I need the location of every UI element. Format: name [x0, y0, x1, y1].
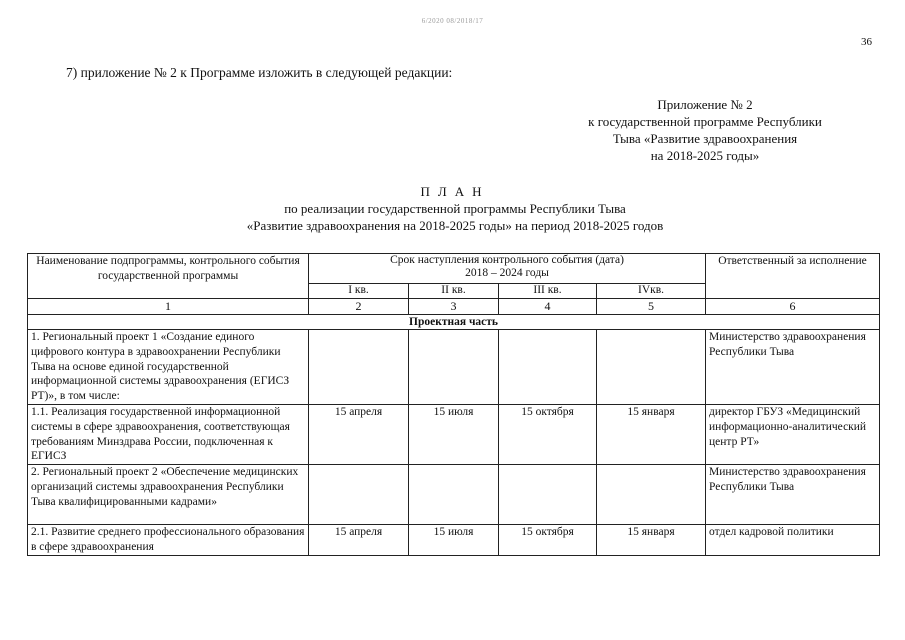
row-q2-cell: 15 июля: [409, 405, 499, 465]
row-q1-cell: [309, 330, 409, 405]
appendix-line: Тыва «Развитие здравоохранения: [612, 131, 798, 146]
row-responsible-cell: директор ГБУЗ «Медицинский информационно-аналитический центр РТ»: [706, 405, 880, 465]
row-name-cell: 2. Региональный проект 2 «Обеспечение медицинских организаций системы здравоохранения Республики Тыва квалифицированными кадрами»: [28, 465, 309, 525]
appendix-line: на 2018-2025 годы»: [650, 148, 760, 163]
row-responsible-cell: Министерство здравоохранения Республики Тыва: [706, 330, 880, 405]
appendix-line: к государственной программе Республики: [588, 114, 822, 129]
header-quarter-2: II кв.: [409, 283, 499, 298]
row-responsible-cell: Министерство здравоохранения Республики Тыва: [706, 465, 880, 525]
header-name-cell: Наименование подпрограммы, контрольного события государственной программы: [28, 254, 309, 299]
table-header-row: [28, 254, 880, 284]
appendix-line: Приложение № 2: [657, 97, 753, 112]
row-q3-cell: 15 октября: [499, 405, 597, 465]
row-q3-cell: 15 октября: [499, 525, 597, 556]
row-q3-cell: [499, 330, 597, 405]
header-responsible-cell: Ответственный за исполнение: [706, 254, 880, 299]
row-q1-cell: 15 апреля: [309, 525, 409, 556]
column-number: 3: [409, 299, 499, 315]
table-row: [28, 465, 880, 525]
row-responsible-cell: отдел кадровой политики: [706, 525, 880, 556]
column-number: 1: [28, 299, 309, 315]
page-number: 36: [861, 36, 872, 48]
row-q4-cell: [597, 465, 706, 525]
appendix-block: [540, 96, 870, 164]
row-q2-cell: [409, 330, 499, 405]
plan-subtitle-line: «Развитие здравоохранения на 2018-2025 годы» на период 2018-2025 годов: [246, 218, 664, 233]
row-name-cell: 1. Региональный проект 1 «Создание единого цифрового контура в здравоохранении Республики Тыва на основе единой государственной информационной системы здравоохранения (ЕГИСЗ РТ)», в том числе:: [28, 330, 309, 405]
plan-title: ПЛАН: [420, 184, 490, 199]
column-number: 6: [706, 299, 880, 315]
plan-subtitle: [100, 200, 810, 234]
header-quarter-4: IVкв.: [597, 283, 706, 298]
row-q2-cell: 15 июля: [409, 525, 499, 556]
row-q4-cell: 15 января: [597, 525, 706, 556]
plan-subtitle-line: по реализации государственной программы Республики Тыва: [284, 201, 626, 216]
header-term-label: Срок наступления контрольного события (дата): [390, 254, 624, 266]
table-row: [28, 330, 880, 405]
header-quarter-3: III кв.: [499, 283, 597, 298]
column-number: 4: [499, 299, 597, 315]
header-quarter-1: I кв.: [309, 283, 409, 298]
row-name-cell: 2.1. Развитие среднего профессионального образования в сфере здравоохранения: [28, 525, 309, 556]
column-number: 5: [597, 299, 706, 315]
column-number: 2: [309, 299, 409, 315]
row-q3-cell: [499, 465, 597, 525]
intro-paragraph: 7) приложение № 2 к Программе изложить в следующей редакции:: [66, 65, 453, 80]
header-term-cell: [309, 254, 706, 284]
row-q2-cell: [409, 465, 499, 525]
row-q4-cell: [597, 330, 706, 405]
row-q4-cell: 15 января: [597, 405, 706, 465]
plan-table: [27, 253, 880, 556]
row-q1-cell: [309, 465, 409, 525]
table-row: [28, 405, 880, 465]
row-q1-cell: 15 апреля: [309, 405, 409, 465]
column-number-row: [28, 299, 880, 315]
section-row: [28, 315, 880, 330]
row-name-cell: 1.1. Реализация государственной информационной системы в сфере здравоохранения, соответствующая требованиям Минздрава России, подключенная к ЕГИСЗ: [28, 405, 309, 465]
document-header-code: 6/2020 08/2018/17: [421, 17, 484, 25]
header-term-years: 2018 – 2024 годы: [465, 267, 549, 279]
table-row: [28, 525, 880, 556]
section-label: Проектная часть: [28, 315, 880, 330]
